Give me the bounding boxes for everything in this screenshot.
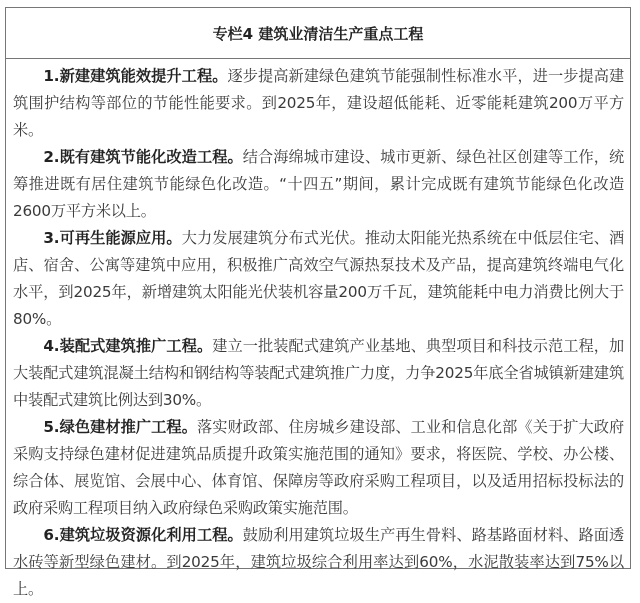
item-text: 结合海绵城市建设、城市更新、绿色社区创建等工作，统筹推进既有居住建筑节能绿色化改造。“十四五”期间，累计完成既有建筑节能绿色化改造2600万平方米以上。 [13, 148, 624, 220]
item-heading: 1.新建建筑能效提升工程。 [43, 67, 228, 85]
item-heading: 6.建筑垃圾资源化利用工程。 [43, 526, 243, 544]
item-text: 鼓励利用建筑垃圾生产再生骨料、路基路面材料、路面透水砖等新型绿色建材。到2025年，建筑垃圾综合利用率达到60%，水泥散装率达到75%以上。 [13, 526, 624, 598]
column-title: 专栏4 建筑业清洁生产重点工程 [6, 8, 630, 59]
item-heading: 4.装配式建筑推广工程。 [43, 337, 213, 355]
item-text: 建立一批装配式建筑产业基地、典型项目和科技示范工程，加大装配式建筑混凝土结构和钢结构等装配式建筑推广力度，力争2025年底全省城镇新建建筑中装配式建筑比例达到30%。 [13, 337, 624, 409]
project-item-3 [13, 225, 624, 333]
project-item-6 [13, 522, 624, 603]
column-content [6, 59, 630, 603]
item-heading: 2.既有建筑节能化改造工程。 [43, 148, 243, 166]
project-item-2 [13, 144, 624, 225]
item-text: 逐步提高新建绿色建筑节能强制性标准水平，进一步提高建筑围护结构等部位的节能性能要求。到2025年，建设超低能耗、近零能耗建筑200万平方米。 [13, 67, 624, 139]
item-text: 大力发展建筑分布式光伏。推动太阳能光热系统在中低层住宅、酒店、宿舍、公寓等建筑中应用，积极推广高效空气源热泵技术及产品，提高建筑终端电气化水平，到2025年，新增建筑太阳能光伏装机容量200万千瓦，建筑能耗中电力消费比例大于80%。 [13, 229, 625, 328]
item-text: 落实财政部、住房城乡建设部、工业和信息化部《关于扩大政府采购支持绿色建材促进建筑品质提升政策实施范围的通知》要求，将医院、学校、办公楼、综合体、展览馆、会展中心、体育馆、保障房等政府采购工程项目，以及适用招标投标法的政府采购工程项目纳入政府绿色采购政策实施范围。 [13, 418, 624, 517]
project-item-5 [13, 414, 624, 522]
item-heading: 3.可再生能源应用。 [43, 229, 182, 247]
project-item-1 [13, 63, 624, 144]
project-column-box [5, 7, 631, 598]
project-item-4 [13, 333, 624, 414]
item-heading: 5.绿色建材推广工程。 [43, 418, 197, 436]
